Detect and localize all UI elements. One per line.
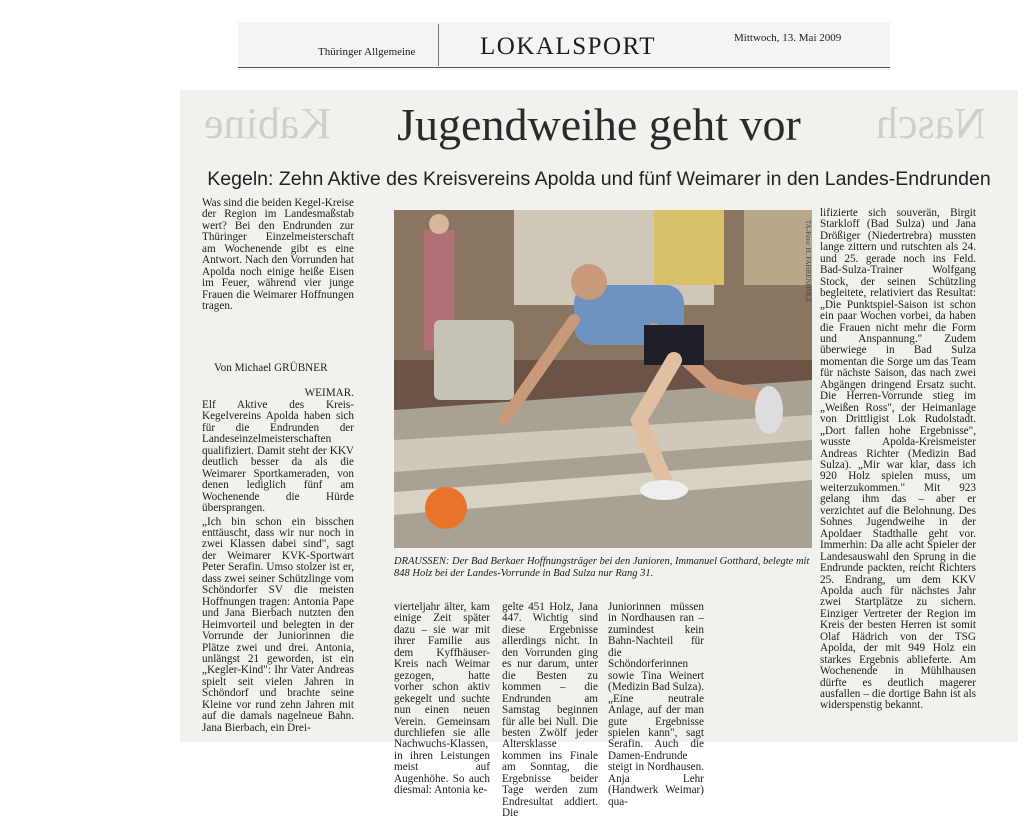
masthead-divider — [438, 24, 439, 66]
body-column-4: Juniorinnen müssen in Nordhausen ran – zumindest kein Bahn-Nachteil für die Schöndorferinnen sowie Tina Weinert (Medizin Bad Sulza). „Eine neutrale Anlage, auf der man gute Ergebnisse spielen kann", sagt Serafin. Auch die Damen-Endrunde steigt in Nordhausen. Anja Lehr (Handwerk Weimar) qua- — [608, 601, 705, 808]
show-through-text-right: Nasch — [876, 99, 986, 148]
masthead — [238, 22, 890, 70]
photo-credit: TA-Foto: H. FAHRENHOLZ — [804, 220, 812, 303]
body-column-right: lifizierte sich souverän, Birgit Starkloff (Bad Sulza) und Jana Drößiger (Niedertrebra) mussten lange zittern und rutschten als 24. und 25. gerade noch ins Feld. Bad-Sulza-Trainer Wolfgang Stock, der seinen Schützling begleitete, relativiert das Resultat: „Die Punktspiel-Saison ist schon ein paar Wochen vorbei, da haben die Frauen nicht mehr die Form und Anspannung." Zudem überwiege in Bad Sulza momentan die Sorge um das Team für nächste Saison, das nach zwei Abgängen dringend Ersatz sucht. Die Herren-Vorrunde stieg im „Weißen Ross", der Heimanlage von Drittligist Lok Rudolstadt. „Dort fallen hohe Ergebnisse", wusste Apolda-Kreismeister Andreas Richter (Medizin Bad Sulza). „Mir war klar, dass ich 920 Holz spielen muss, um weiterzukommen." Mit 923 gelang ihm das – aber er verzichtet auf die Belohnung. Des Sohnes Jugendweihe in der Apoldaer Stadthalle geht vor. Immerhin: Da alle acht Spieler der Landesauswahl den Sprung in die Endrunde packten, reicht Richters 25. Endrang, um dem KKV Apolda auch für nächstes Jahr zwei Startplätze zu sichern. Einziger Vertreter der Region im Kreis der besten Herren ist somit Olaf Hädrich von der TSG Apolda, der mit 949 Holz ein starkes Ergebnis ablieferte. Am Wochenende in Mühlhausen dürfte es deutlich magerer ausfallen – die dortige Bahn ist als widerspenstig bekannt. — [820, 207, 976, 712]
show-through-text-left: Kabine — [204, 99, 332, 148]
photo-caption: DRAUSSEN: Der Bad Berkaer Hoffnungsträger bei den Junioren, Immanuel Gotthard, belegte mit 848 Holz bei der Landes-Vorrunde in Bad Sulza nur Rang 31. — [394, 556, 810, 579]
section-title: LOKALSPORT — [480, 33, 657, 60]
masthead-rule — [238, 67, 890, 68]
headline: Jugendweihe geht vor — [397, 99, 801, 150]
issue-date: Mittwoch, 13. Mai 2009 — [734, 32, 842, 44]
body-column-2: vierteljahr älter, kam einige Zeit später dazu – sie war mit ihrer Familie aus dem Kyffhäuser-Kreis nach Weimar gezogen, hatte vorher schon aktiv gekegelt und suchte nun einen neuen Verein. Gemeinsam durchliefen sie alle Nachwuchs-Klassen, in ihren Leistungen meist auf Augenhöhe. So auch diesmal: Antonia ke- — [394, 601, 490, 797]
dateline: WEIMAR. — [304, 387, 354, 399]
subheadline: Kegeln: Zehn Aktive des Kreisvereins Apolda und fünf Weimarer in den Landes-Endrunden — [207, 168, 991, 190]
bowling-photo — [394, 210, 812, 548]
article-clipping — [180, 90, 1018, 820]
byline: Von Michael GRÜBNER — [214, 362, 328, 374]
body-column-1 — [202, 400, 354, 736]
body-column-3: gelte 451 Holz, Jana 447. Wichtig sind diese Ergebnisse allerdings nicht. In den Vorrunden ging es nur darum, unter die Besten zu kommen – die Endrunden am Samstag beginnen für alle bei Null. Die besten Zwölf jeder Altersklasse kommen ins Finale am Sonntag, die Ergebnisse beider Tage werden zum Endresultat addiert. Die — [502, 601, 598, 820]
lead-paragraph — [202, 198, 354, 315]
body-paragraph-2: „Ich bin schon ein bisschen enttäuscht, dass wir nur noch in zwei Klassen dabei sind", sagt der Weimarer KVK-Sportwart Peter Serafin. Umso stolzer ist er, dass zwei seiner Schützlinge vom Schöndorfer SV die meisten Hoffnungen tragen: Antonia Pape und Jana Bierbach nutzten den Heimvorteil und belegten in der Vorrunde der Juniorinnen die Plätze zwei und drei. Antonia, unlängst 21 geworden, ist ein „Kegler-Kind": Ihr Vater Andreas spielt seit vielen Jahren in Schöndorf und brachte seine Kleine vor rund zehn Jahren mit auf die damals nagelneue Bahn. Jana Bierbach, ein Drei- — [202, 515, 354, 734]
body-paragraph-1: Elf Aktive des Kreis-Kegelvereins Apolda haben sich für die Endrunden der Landeseinzelmeisterschaften qualifiziert. Damit steht der KKV deutlich besser da als die Weimarer Sportkameraden, von denen lediglich fünf am Wochenende die Hürde übersprangen. — [202, 399, 354, 515]
newspaper-name: Thüringer Allgemeine — [318, 46, 416, 58]
bowling-photo-image — [394, 210, 812, 548]
lead-text: Was sind die beiden Kegel-Kreise der Region im Landesmaßstab wert? Bei den Endrunden zur Thüringer Einzelmeisterschaft am Wochenende gibt es eine Antwort. Nach den Vorrunden hat Apolda noch einige heiße Eisen im Feuer, während vier junge Frauen die Weimarer Hoffnungen tragen. — [202, 197, 354, 313]
